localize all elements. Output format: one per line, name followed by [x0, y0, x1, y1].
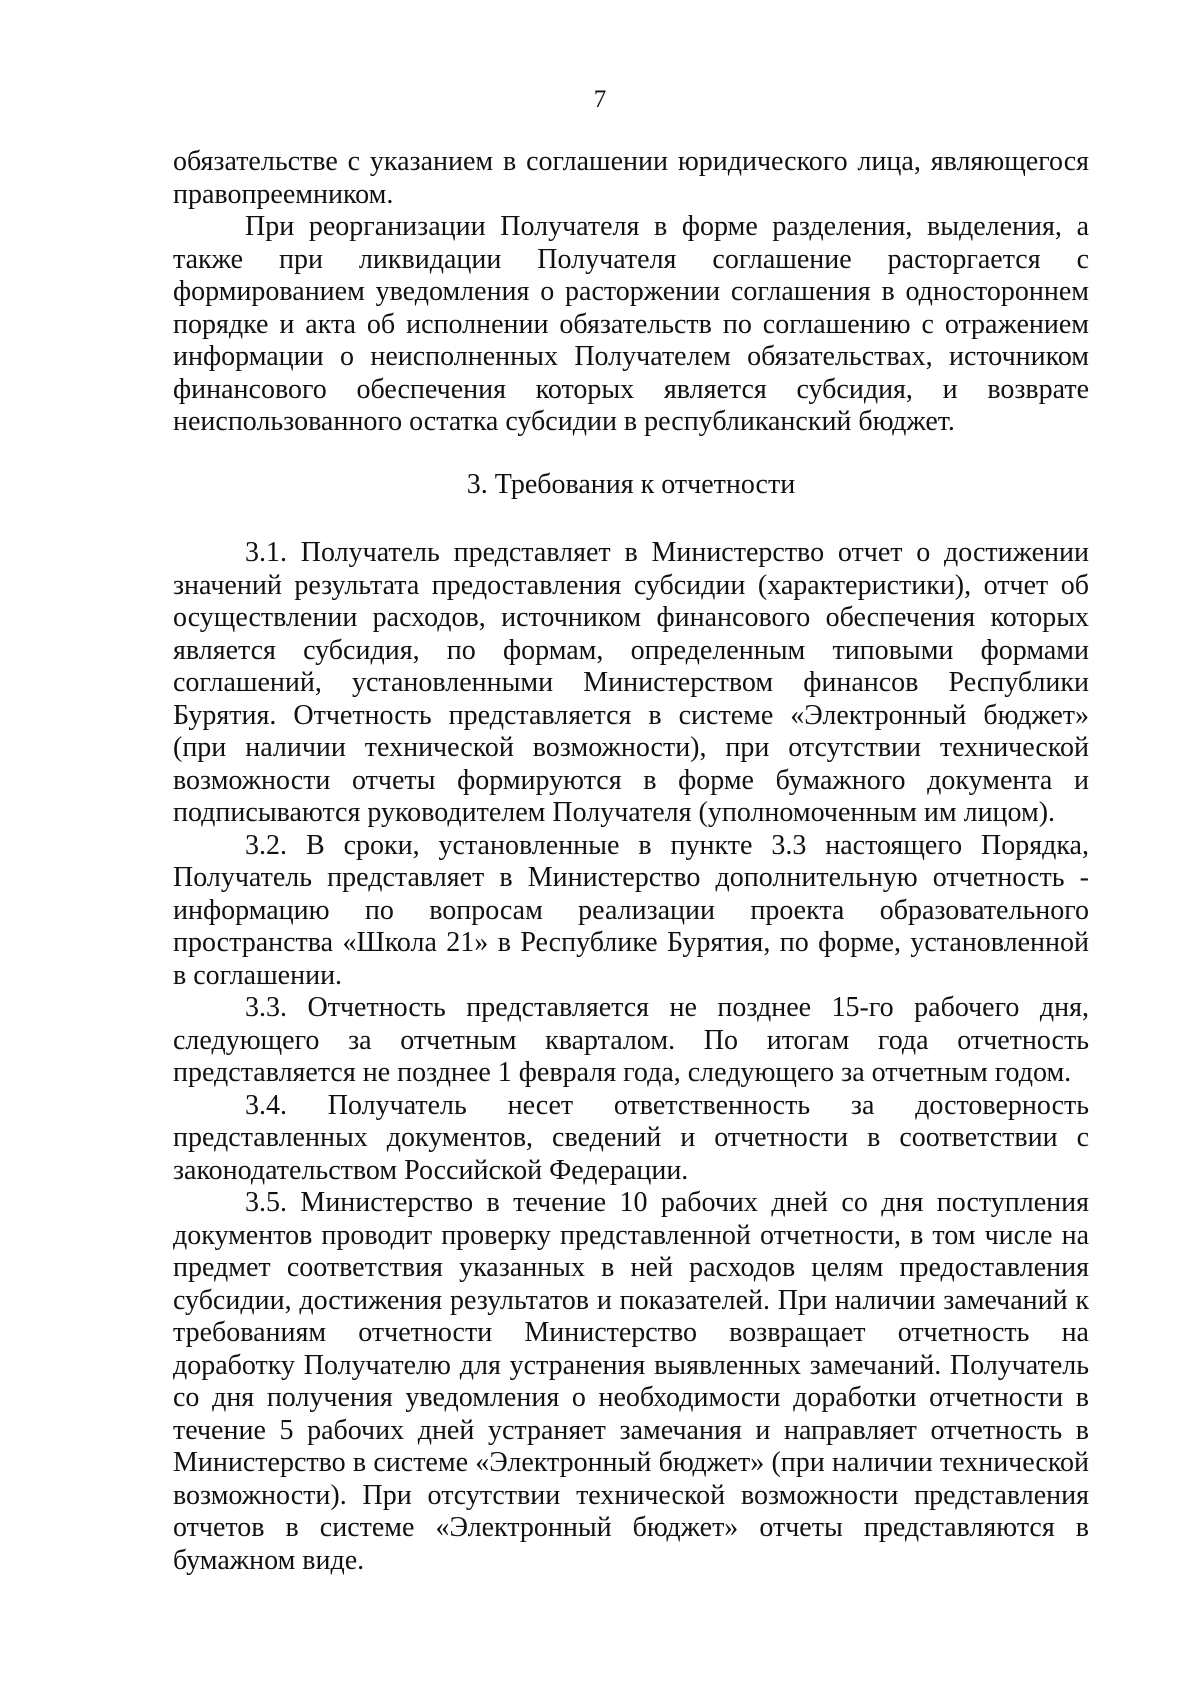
paragraph-3-1: 3.1. Получатель представляет в Министерство отчет о достижении значений результата предоставления субсидии (характеристики), отчет об осуществлении расходов, источником финансового обеспечения которых является субсидия, по формам, определенным типовыми формами соглашений, установленными Министерством финансов Республики Бурятия. Отчетность представляется в системе «Электронный бюджет» (при наличии технической возможности), при отсутствии технической возможности отчеты формируются в форме бумажного документа и подписываются руководителем Получателя (уполномоченным им лицом). [173, 537, 1089, 828]
paragraph-reorganization: При реорганизации Получателя в форме разделения, выделения, а также при ликвидации Получателя соглашение расторгается с формированием уведомления о расторжении соглашения в одностороннем порядке и акта об исполнении обязательств по соглашению с отражением информации о неисполненных Получателем обязательствах, источником финансового обеспечения которых является субсидия, и возврате неиспользованного остатка субсидии в республиканский бюджет. [173, 211, 1089, 437]
document-body [173, 146, 1089, 1577]
paragraph-3-5: 3.5. Министерство в течение 10 рабочих дней со дня поступления документов проводит проверку представленной отчетности, в том числе на предмет соответствия указанных в ней расходов целям предоставления субсидии, достижения результатов и показателей. При наличии замечаний к требованиям отчетности Министерство возвращает отчетность на доработку Получателю для устранения выявленных замечаний. Получатель со дня получения уведомления о необходимости доработки отчетности в течение 5 рабочих дней устраняет замечания и направляет отчетность в Министерство в системе «Электронный бюджет» (при наличии технической возможности). При отсутствии технической возможности представления отчетов в системе «Электронный бюджет» отчеты представляются в бумажном виде. [173, 1187, 1089, 1576]
section-heading: 3. Требования к отчетности [466, 468, 796, 500]
page-number: 7 [593, 86, 607, 113]
paragraph-continuation: обязательстве с указанием в соглашении юридического лица, являющегося правопреемником. [173, 146, 1089, 210]
paragraph-3-4: 3.4. Получатель несет ответственность за достоверность представленных документов, сведений и отчетности в соответствии с законодательством Российской Федерации. [173, 1089, 1089, 1186]
paragraph-3-2: 3.2. В сроки, установленные в пункте 3.3 настоящего Порядка, Получатель представляет в Министерство дополнительную отчетность - информацию по вопросам реализации проекта образовательного пространства «Школа 21» в Республике Бурятия, по форме, установленной в соглашении. [173, 829, 1089, 991]
paragraph-3-3: 3.3. Отчетность представляется не позднее 15-го рабочего дня, следующего за отчетным кварталом. По итогам года отчетность представляется не позднее 1 февраля года, следующего за отчетным годом. [173, 992, 1089, 1088]
